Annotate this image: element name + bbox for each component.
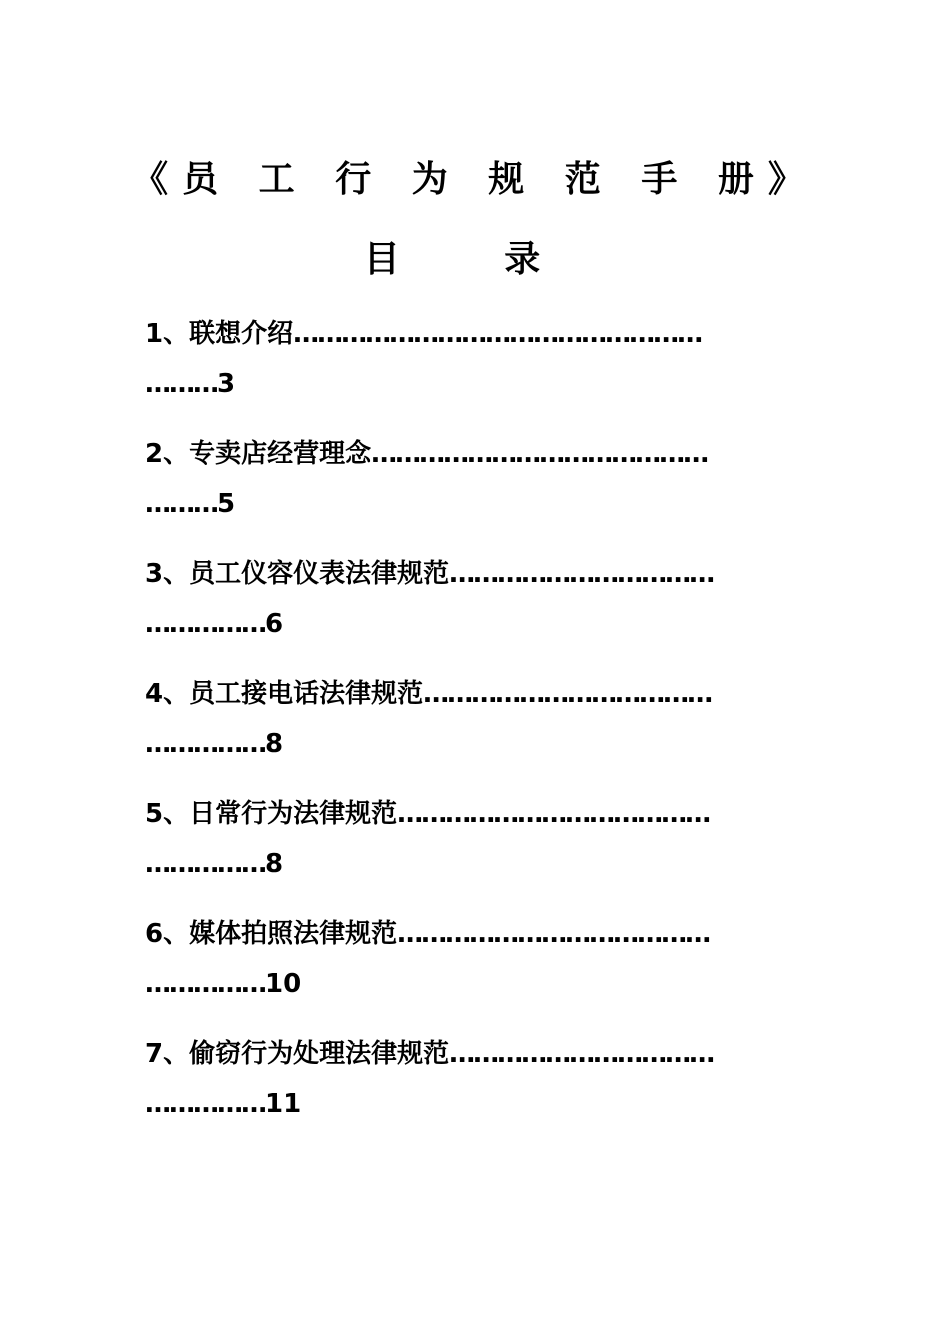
toc-entry-number: 2、 [145,439,190,469]
toc-entry[interactable] [145,1030,795,1150]
toc-entry-number: 1、 [145,319,190,349]
toc-leader-dots: …………………………………… [371,439,708,469]
toc-leader-dots: ………………………………… [397,799,710,829]
toc-heading: 目 录 [363,239,587,280]
toc-leader-dots: ………………………………… [397,919,710,949]
toc-entry-number: 6、 [145,919,190,949]
toc-page-number: 3 [217,369,236,399]
toc-page-number: 5 [217,489,236,519]
toc-entry-number: 3、 [145,559,190,589]
toc-leader-dots: ……………………………… [423,679,712,709]
toc-leader-dots: …………… [145,1089,265,1119]
toc-entry-label: 员工接电话法律规范 [189,679,424,709]
toc-page-number: 10 [265,969,302,999]
toc-entry-label: 员工仪容仪表法律规范 [189,559,450,589]
toc-entry-label: 日常行为法律规范 [189,799,398,829]
toc-leader-dots: ……… [145,489,217,519]
toc-entry-number: 7、 [145,1039,190,1069]
toc-leader-dots: …………………………… [449,1039,714,1069]
table-of-contents [145,310,795,1150]
toc-page-number: 8 [265,849,284,879]
toc-entry-number: 5、 [145,799,190,829]
toc-entry-number: 4、 [145,679,190,709]
toc-entry[interactable] [145,790,795,910]
toc-page-number: 8 [265,729,284,759]
toc-entry[interactable] [145,910,795,1030]
toc-leader-dots: …………… [145,729,265,759]
toc-entry[interactable] [145,670,795,790]
toc-entry-label: 偷窃行为处理法律规范 [189,1039,450,1069]
toc-leader-dots: …………… [145,969,265,999]
toc-entry-label: 联想介绍 [189,319,294,349]
toc-entry-label: 专卖店经营理念 [189,439,372,469]
toc-entry-label: 媒体拍照法律规范 [189,919,398,949]
toc-page-number: 11 [265,1089,302,1119]
toc-leader-dots: ……… [145,369,217,399]
toc-leader-dots: …………… [145,849,265,879]
toc-entry[interactable] [145,550,795,670]
toc-leader-dots: …………………………… [449,559,714,589]
document-title: 《员 工 行 为 规 范 手 册》 [132,159,818,200]
toc-leader-dots: …………… [145,609,265,639]
toc-entry[interactable] [145,430,795,550]
toc-leader-dots: …………………………………………… [293,319,702,349]
toc-entry[interactable] [145,310,795,430]
toc-page-number: 6 [265,609,284,639]
